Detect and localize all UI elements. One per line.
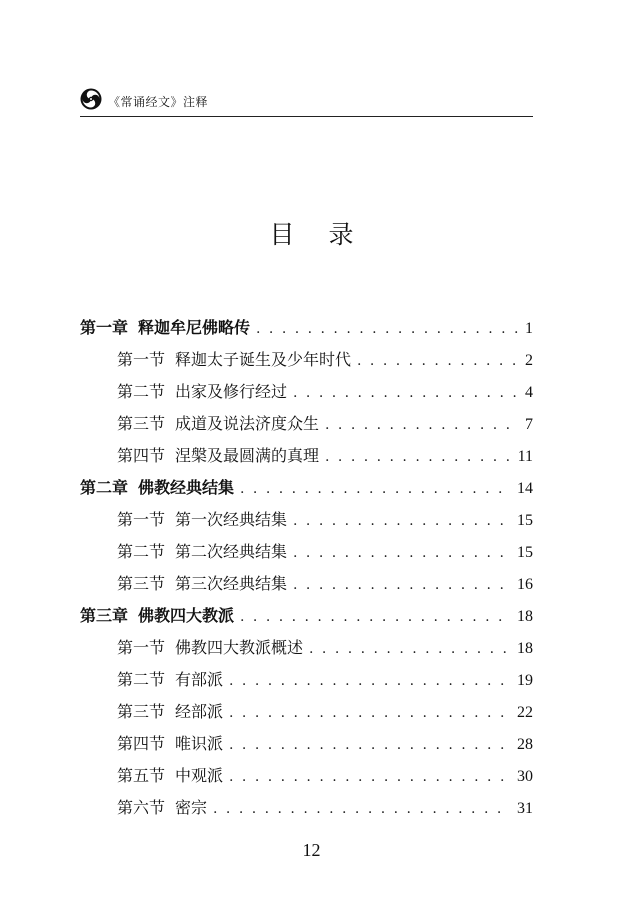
toc-entry-title: 第三次经典结集 (175, 574, 288, 593)
toc-entry-title: 中观派 (175, 766, 224, 785)
toc-entry-page: 30 (517, 768, 533, 785)
toc-entry-title: 出家及修行经过 (175, 382, 288, 401)
dot-leader (309, 633, 511, 665)
toc-entry-title: 释迦牟尼佛略传 (138, 318, 251, 337)
toc-entry-number: 第一节 (117, 638, 166, 657)
toc-entry-title: 经部派 (175, 702, 224, 721)
toc-entry-number: 第四节 (117, 734, 166, 753)
toc-entry-text (80, 472, 234, 504)
toc-entry-number: 第二节 (117, 542, 166, 561)
toc-entry-text (117, 696, 223, 728)
dot-leader (213, 793, 511, 825)
dot-leader (293, 537, 511, 569)
toc-entry-text (117, 760, 223, 792)
toc-entry-page: 18 (517, 640, 533, 657)
toc-section-entry (80, 504, 533, 536)
toc-section-entry (80, 632, 533, 664)
toc-section-entry (80, 664, 533, 696)
toc-section-entry (80, 376, 533, 408)
toc-entry-number: 第六节 (117, 798, 166, 817)
toc-entry-page: 15 (517, 544, 533, 561)
toc-entry-page: 31 (517, 800, 533, 817)
dot-leader (293, 377, 519, 409)
toc-entry-title: 密宗 (175, 798, 208, 817)
toc-entry-number: 第一章 (80, 318, 129, 337)
toc-entry-text (117, 408, 319, 440)
swirl-logo-icon (80, 88, 102, 110)
toc-entry-number: 第三章 (80, 606, 129, 625)
dot-leader (357, 345, 519, 377)
toc-entry-page: 18 (517, 608, 533, 625)
toc-entry-number: 第二章 (80, 478, 129, 497)
dot-leader (229, 761, 511, 793)
dot-leader (229, 729, 511, 761)
dot-leader (325, 441, 512, 473)
toc-entry-page: 1 (525, 320, 533, 337)
toc-entry-page: 14 (517, 480, 533, 497)
toc-entry-text (117, 728, 223, 760)
toc-entry-page: 22 (517, 704, 533, 721)
toc-entry-page: 16 (517, 576, 533, 593)
toc-section-entry (80, 728, 533, 760)
toc-entry-page: 19 (517, 672, 533, 689)
toc-entry-number: 第二节 (117, 382, 166, 401)
toc-entry-text (117, 440, 319, 472)
toc-section-entry (80, 792, 533, 824)
toc-section-entry (80, 696, 533, 728)
toc-entry-text (117, 536, 287, 568)
toc-entry-title: 第一次经典结集 (175, 510, 288, 529)
toc-entry-text (117, 632, 303, 664)
dot-leader (229, 697, 511, 729)
toc-entry-page: 7 (525, 416, 533, 433)
toc-entry-title: 佛教四大教派概述 (175, 638, 304, 657)
toc-entry-text (80, 312, 250, 344)
toc-chapter-entry (80, 600, 533, 632)
toc-entry-text (117, 376, 287, 408)
toc-entry-page: 15 (517, 512, 533, 529)
toc-section-entry (80, 408, 533, 440)
toc-entry-page: 28 (517, 736, 533, 753)
toc-entry-number: 第三节 (117, 414, 166, 433)
dot-leader (229, 665, 511, 697)
toc-entry-number: 第三节 (117, 574, 166, 593)
running-header (80, 88, 533, 118)
toc-entry-text (117, 792, 207, 824)
header-divider (80, 116, 533, 117)
toc-entry-title: 有部派 (175, 670, 224, 689)
toc-entry-text (117, 504, 287, 536)
toc-entry-number: 第三节 (117, 702, 166, 721)
toc-section-entry (80, 536, 533, 568)
toc-entry-title: 佛教经典结集 (138, 478, 235, 497)
toc-entry-number: 第一节 (117, 510, 166, 529)
toc-chapter-entry (80, 472, 533, 504)
page-number: 12 (302, 840, 321, 860)
toc-entry-number: 第五节 (117, 766, 166, 785)
dot-leader (293, 505, 511, 537)
toc-entry-page: 4 (525, 384, 533, 401)
toc-entry-title: 涅槃及最圆满的真理 (175, 446, 320, 465)
dot-leader (256, 313, 519, 345)
toc-entry-page: 2 (525, 352, 533, 369)
toc-section-entry (80, 568, 533, 600)
dot-leader (240, 601, 511, 633)
toc-entry-text (117, 664, 223, 696)
toc-title: 目录 (269, 220, 388, 249)
header-title: 《常诵经文》注释 (108, 95, 209, 109)
toc-section-entry (80, 344, 533, 376)
toc-entry-text (80, 600, 234, 632)
dot-leader (325, 409, 519, 441)
dot-leader (240, 473, 511, 505)
toc-entry-number: 第四节 (117, 446, 166, 465)
toc-chapter-entry (80, 312, 533, 344)
toc-section-entry (80, 760, 533, 792)
toc-entry-page: 11 (517, 448, 533, 465)
toc-entry-title: 成道及说法济度众生 (175, 414, 320, 433)
toc-entry-title: 第二次经典结集 (175, 542, 288, 561)
toc-entry-text (117, 344, 351, 376)
toc-entry-number: 第一节 (117, 350, 166, 369)
toc-entry-title: 佛教四大教派 (138, 606, 235, 625)
toc-entry-title: 释迦太子诞生及少年时代 (175, 350, 352, 369)
dot-leader (293, 569, 511, 601)
toc-list (80, 312, 533, 824)
toc-entry-text (117, 568, 287, 600)
toc-section-entry (80, 440, 533, 472)
toc-entry-title: 唯识派 (175, 734, 224, 753)
toc-entry-number: 第二节 (117, 670, 166, 689)
